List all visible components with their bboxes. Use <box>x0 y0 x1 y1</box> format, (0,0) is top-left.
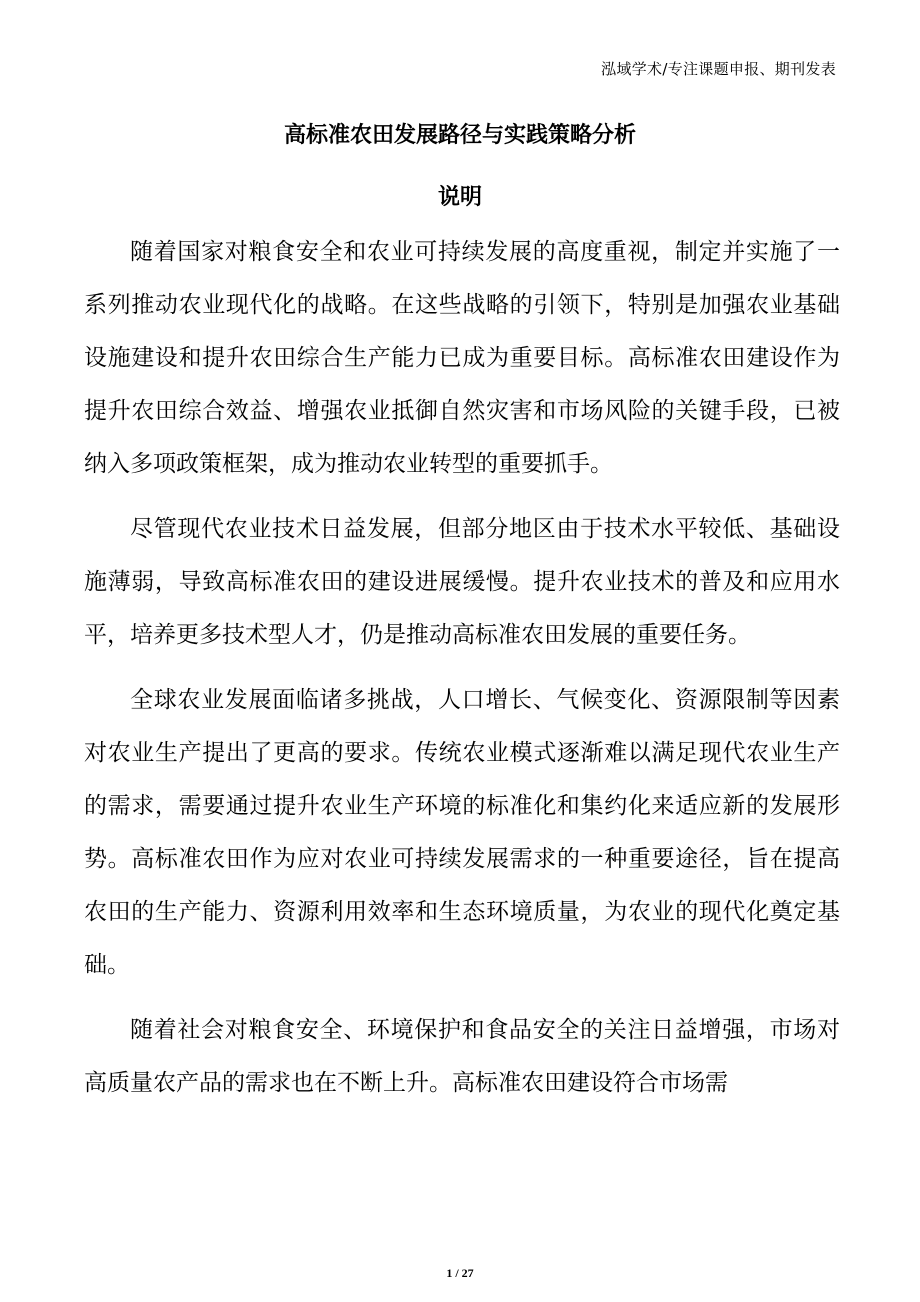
paragraph-2: 尽管现代农业技术日益发展，但部分地区由于技术水平较低、基础设施薄弱，导致高标准农田的建设进展缓慢。提升农业技术的普及和应用水平，培养更多技术型人才，仍是推动高标准农田发展的重要任务。 <box>84 516 840 648</box>
page-header: 泓域学术/专注课题申报、期刊发表 <box>601 60 836 78</box>
paragraph-4: 随着社会对粮食安全、环境保护和食品安全的关注日益增强，市场对高质量农产品的需求也在不断上升。高标准农田建设符合市场需 <box>84 1017 840 1096</box>
page-number: 1 / 27 <box>446 1266 474 1280</box>
paragraph-1: 随着国家对粮食安全和农业可持续发展的高度重视，制定并实施了一系列推动农业现代化的战略。在这些战略的引领下，特别是加强农业基础设施建设和提升农田综合生产能力已成为重要目标。高标准农田建设作为提升农田综合效益、增强农业抵御自然灾害和市场风险的关键手段，已被纳入多项政策框架，成为推动农业转型的重要抓手。 <box>84 239 840 477</box>
document-body <box>84 226 840 1122</box>
document-title: 高标准农田发展路径与实践策略分析 <box>283 123 636 148</box>
paragraph-3: 全球农业发展面临诸多挑战，人口增长、气候变化、资源限制等因素对农业生产提出了更高的要求。传统农业模式逐渐难以满足现代农业生产的需求，需要通过提升农业生产环境的标准化和集约化来适应新的发展形势。高标准农田作为应对农业可持续发展需求的一种重要途径，旨在提高农田的生产能力、资源利用效率和生态环境质量，为农业的现代化奠定基础。 <box>84 687 840 978</box>
section-heading: 说明 <box>437 185 482 210</box>
